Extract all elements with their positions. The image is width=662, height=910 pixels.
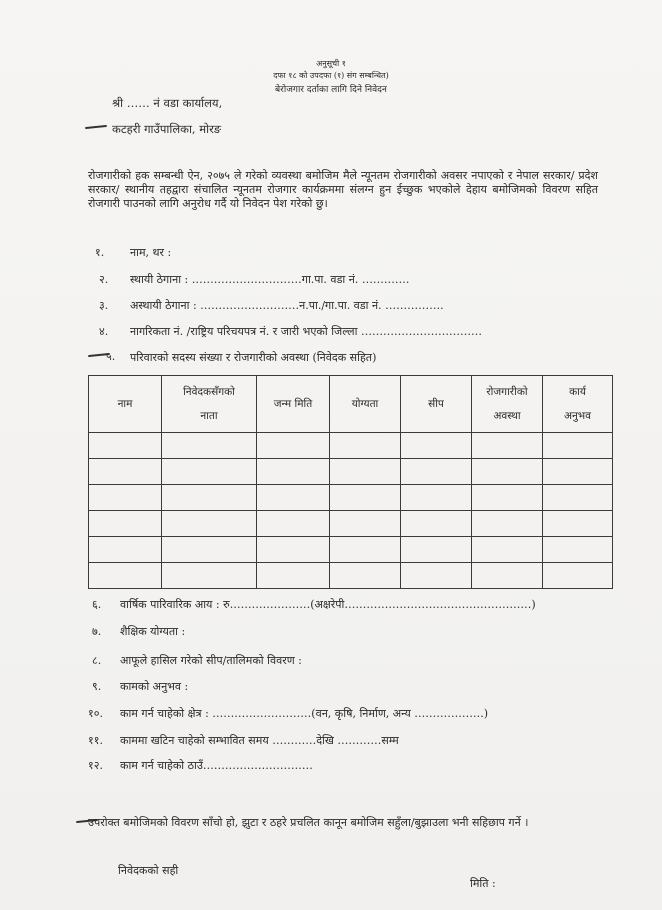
table-row	[89, 459, 613, 485]
table-row	[89, 563, 613, 589]
item-annual-income: वार्षिक पारिवारिक आय : रु.…………………(अक्षरेपी……………………………………………)	[120, 598, 536, 611]
table-cell[interactable]	[330, 563, 401, 589]
table-cell[interactable]	[257, 563, 330, 589]
table-cell[interactable]	[162, 537, 257, 563]
table-cell[interactable]	[401, 511, 472, 537]
header-employment-status: रोजगारीको अवस्था	[472, 376, 543, 433]
table-cell[interactable]	[401, 563, 472, 589]
table-cell[interactable]	[89, 459, 162, 485]
table-cell[interactable]	[330, 511, 401, 537]
table-cell[interactable]	[162, 485, 257, 511]
item-number: ९.	[92, 680, 102, 693]
item-number: ६.	[92, 598, 102, 611]
item-number: ७.	[92, 625, 102, 638]
header-birth-date: जन्म मिति	[257, 376, 330, 433]
intro-paragraph: रोजगारीको हक सम्बन्धी ऐन, २०७५ ले गरेको व्यवस्था बमोजिम मैले न्यूनतम रोजगारीको अवसर नपाएको र नेपाल सरकार/ प्रदेश सरकार/ स्थानीय तहद्वारा संचालित न्यूनतम रोजगार कार्यक्रममा संलग्न हुन ईच्छुक भएकोले देहाय बमोजिमको विवरण सहित रोजगारी पाउनको लागि अनुरोध गर्दै यो निवेदन पेश गरेको छु।	[88, 169, 598, 210]
header-qualification: योग्यता	[330, 376, 401, 433]
header-work-experience: कार्य अनुभव	[543, 376, 613, 433]
item-skills-training: आफूले हासिल गरेको सीप/तालिमको विवरण :	[120, 654, 302, 667]
date-label: मिति :	[470, 877, 496, 890]
table-cell[interactable]	[330, 537, 401, 563]
table-header-row	[89, 376, 613, 433]
section-reference: दफा १८ को उपदफा (१) संग सम्बन्धित)	[273, 71, 389, 80]
table-row	[89, 485, 613, 511]
table-cell[interactable]	[257, 433, 330, 459]
address-line-2: कटहरी गाउँपालिका, मोरङ	[112, 122, 222, 136]
pen-mark	[85, 125, 107, 129]
item-work-sector: काम गर्न चाहेको क्षेत्र : ………………………(वन, कृषि, निर्माण, अन्य ……………….)	[120, 707, 489, 720]
header-name: नाम	[89, 376, 162, 433]
item-citizenship: नागरिकता नं. /राष्ट्रिय परिचयपत्र नं. र जारी भएको जिल्ला ……………………………	[130, 325, 482, 338]
item-number: १०.	[88, 707, 103, 720]
item-number: २.	[99, 273, 109, 286]
item-number: ८.	[92, 654, 102, 667]
table-cell[interactable]	[543, 537, 613, 563]
table-row	[89, 433, 613, 459]
item-permanent-address: स्थायी ठेगाना : …………………………गा.पा. वडा नं. ………….	[130, 273, 410, 286]
header-skill: सीप	[401, 376, 472, 433]
item-education: शैक्षिक योग्यता :	[120, 625, 186, 638]
item-work-period: काममा खटिन चाहेको सम्भावित समय …………देखि …………सम्म	[120, 734, 399, 747]
table-cell[interactable]	[89, 485, 162, 511]
declaration-paragraph: उपरोक्त बमोजिमको विवरण साँचो हो, झुटा र ठहरे प्रचलित कानून बमोजिम सहुँला/बुझाउला भनी सहिछाप गर्ने ।	[88, 816, 529, 829]
table-cell[interactable]	[543, 511, 613, 537]
table-cell[interactable]	[472, 485, 543, 511]
item-work-experience: कामको अनुभव :	[120, 680, 189, 693]
table-cell[interactable]	[162, 563, 257, 589]
table-cell[interactable]	[330, 459, 401, 485]
table-cell[interactable]	[401, 459, 472, 485]
form-title: बेरोजगार दर्ताका लागि दिने निवेदन	[275, 85, 387, 95]
family-members-table	[88, 375, 613, 589]
item-work-place: काम गर्न चाहेको ठाउँ…………………………	[120, 759, 313, 772]
table-cell[interactable]	[330, 485, 401, 511]
table-cell[interactable]	[257, 511, 330, 537]
applicant-signature-label: निवेदकको सही	[118, 864, 179, 877]
item-temporary-address: अस्थायी ठेगाना : ………………………न.पा./गा.पा. वडा नं. …………….	[130, 299, 444, 312]
table-cell[interactable]	[162, 433, 257, 459]
table-cell[interactable]	[257, 485, 330, 511]
table-cell[interactable]	[257, 537, 330, 563]
item-number: १२.	[88, 759, 103, 772]
table-cell[interactable]	[401, 537, 472, 563]
table-cell[interactable]	[472, 433, 543, 459]
header-relation: निवेदकसँगको नाता	[162, 376, 257, 433]
item-number: १.	[95, 246, 105, 259]
table-cell[interactable]	[472, 459, 543, 485]
table-cell[interactable]	[89, 511, 162, 537]
table-cell[interactable]	[89, 537, 162, 563]
item-number: ११.	[88, 734, 103, 747]
table-cell[interactable]	[543, 433, 613, 459]
table-cell[interactable]	[401, 485, 472, 511]
item-name: नाम, थर :	[130, 246, 172, 259]
table-cell[interactable]	[162, 511, 257, 537]
table-row	[89, 511, 613, 537]
table-cell[interactable]	[472, 563, 543, 589]
table-row	[89, 537, 613, 563]
table-cell[interactable]	[401, 433, 472, 459]
annex-label: अनुसूची १	[316, 59, 346, 68]
table-cell[interactable]	[472, 511, 543, 537]
table-cell[interactable]	[472, 537, 543, 563]
item-number: ५.	[106, 350, 116, 363]
item-family-members: परिवारको सदस्य संख्या र रोजगारीको अवस्था (निवेदक सहित)	[130, 351, 377, 364]
address-line-1: श्री …… नं वडा कार्यालय,	[112, 96, 223, 110]
table-cell[interactable]	[257, 459, 330, 485]
table-cell[interactable]	[543, 485, 613, 511]
item-number: ४.	[99, 325, 109, 338]
table-cell[interactable]	[543, 563, 613, 589]
table-cell[interactable]	[543, 459, 613, 485]
item-number: ३.	[99, 299, 109, 312]
table-cell[interactable]	[330, 433, 401, 459]
table-cell[interactable]	[162, 459, 257, 485]
table-cell[interactable]	[89, 433, 162, 459]
table-cell[interactable]	[89, 563, 162, 589]
